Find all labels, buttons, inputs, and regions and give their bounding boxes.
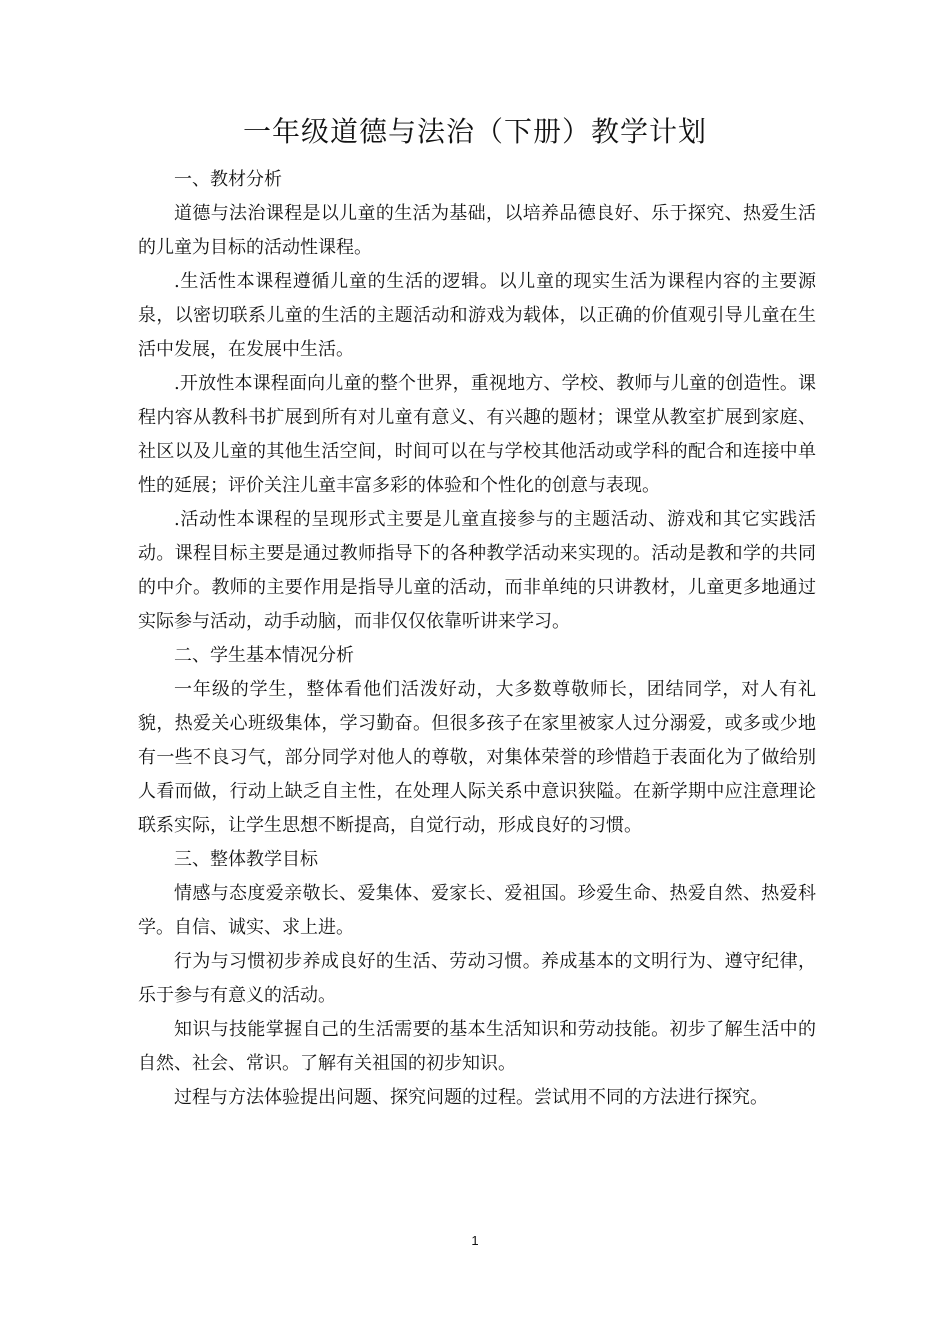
paragraph-behavior-habits: 行为与习惯初步养成良好的生活、劳动习惯。养成基本的文明行为、遵守纪律，乐于参与有意义的活动。 [138,951,816,1006]
paragraph-student-situation: 一年级的学生，整体看他们活泼好动，大多数尊敬师长，团结同学，对人有礼貌，热爱关心班级集体，学习勤奋。但很多孩子在家里被家人过分溺爱，或多或少地有一些不良习气，部分同学对他人的尊敬，对集体荣誉的珍惜趋于表面化为了做给别人看而做，行动上缺乏自主性，在处理人际关系中意识狭隘。在新学期中应注意理论联系实际，让学生思想不断提高，自觉行动，形成良好的习惯。 [138,679,816,836]
page-number: 1 [471,1233,479,1248]
paragraph-activity: .活动性本课程的呈现形式主要是儿童直接参与的主题活动、游戏和其它实践活动。课程目标主要是通过教师指导下的各种教学活动来实现的。活动是教和学的共同的中介。教师的主要作用是指导儿童的活动，而非单纯的只讲教材，儿童更多地通过实际参与活动，动手动脑，而非仅仅依靠听讲来学习。 [138,509,816,632]
paragraph-process-methods: 过程与方法体验提出问题、探究问题的过程。尝试用不同的方法进行探究。 [174,1087,768,1108]
section-heading-textbook-analysis: 一、教材分析 [174,169,282,190]
paragraph-openness: .开放性本课程面向儿童的整个世界，重视地方、学校、教师与儿童的创造性。课程内容从教科书扩展到所有对儿童有意义、有兴趣的题材；课堂从教室扩展到家庭、社区以及儿童的其他生活空间，时间可以在与学校其他活动或学科的配合和连接中单性的延展；评价关注儿童丰富多彩的体验和个性化的创意与表现。 [138,373,816,496]
paragraph-knowledge-skills: 知识与技能掌握自己的生活需要的基本生活知识和劳动技能。初步了解生活中的自然、社会、常识。了解有关祖国的初步知识。 [138,1019,816,1074]
section-heading-student-analysis: 二、学生基本情况分析 [174,645,354,666]
section-heading-teaching-goals: 三、整体教学目标 [174,849,318,870]
document-body [138,163,816,1115]
paragraph-emotion-attitude: 情感与态度爱亲敬长、爱集体、爱家长、爱祖国。珍爱生命、热爱自然、热爱科学。自信、诚实、求上进。 [138,883,816,938]
paragraph-life-oriented: .生活性本课程遵循儿童的生活的逻辑。以儿童的现实生活为课程内容的主要源泉，以密切联系儿童的生活的主题活动和游戏为载体，以正确的价值观引导儿童在生活中发展，在发展中生活。 [138,271,816,360]
document-title: 一年级道德与法治（下册）教学计划 [242,115,707,148]
paragraph-course-definition: 道德与法治课程是以儿童的生活为基础，以培养品德良好、乐于探究、热爱生活的儿童为目标的活动性课程。 [138,203,816,258]
